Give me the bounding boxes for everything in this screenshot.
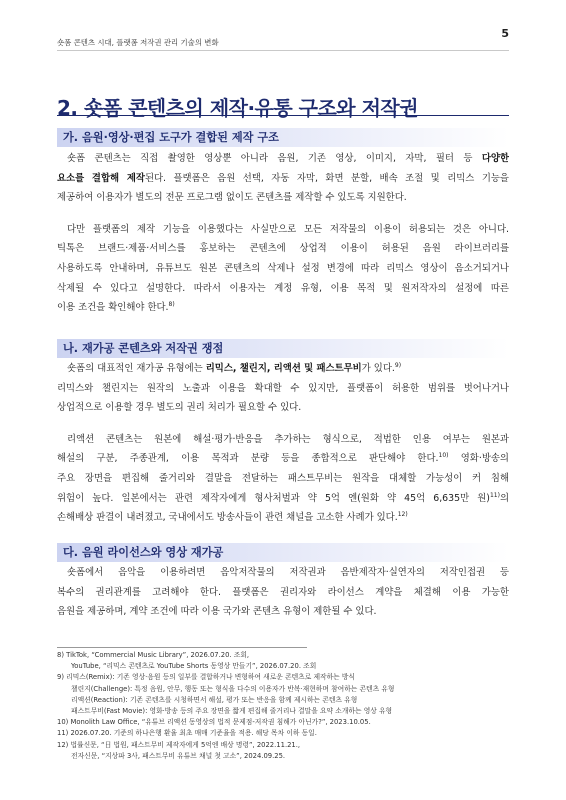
- section-heading: 다. 음원 라이선스와 영상 재가공: [57, 543, 509, 562]
- text: 다만 플랫폼의 제작 기능을 이용했다는 사실만으로 모든 저작물의 이용이 허용되는 것은 아니다.: [67, 223, 509, 235]
- paragraph: [57, 149, 509, 208]
- footnote: 11) 2026.07.20. 기준의 하나은행 환율 최초 매매 기준율을 적용. 해당 목차 이하 동일.: [57, 729, 317, 738]
- emphasis: 요소를 결합해 제작: [57, 172, 145, 184]
- text: 삭제될 수 있다고 설명한다. 따라서 이용자는 계정 유형, 이용 목적 및 원저작자의 설정에 따른: [57, 282, 509, 294]
- footnote: 패스트무비(Fast Movie): 영화·방송 등의 주요 장면을 짧게 편집해 줄거리나 결말을 요약 소개하는 영상 유형: [71, 707, 393, 716]
- section-heading: 나. 재가공 콘텐츠와 저작권 쟁점: [57, 339, 509, 358]
- footnote: 9) 리믹스(Remix): 기존 영상·음원 등의 일부를 결합하거나 변형하여 새로운 콘텐츠로 제작하는 방식: [57, 673, 355, 682]
- footnote: 챌린지(Challenge): 특정 음원, 안무, 행동 또는 형식을 다수의 이용자가 반복·재현하며 참여하는 콘텐츠 유형: [71, 684, 395, 693]
- text: 해설의 구분, 주종관계, 이용 목적과 분량 등을 종합적으로 판단해야 한다.: [57, 453, 439, 465]
- text: 제공하여 이용자가 별도의 전문 프로그램 없이도 콘텐츠를 제작할 수 있도록 지원한다.: [57, 192, 407, 204]
- paragraph: [57, 430, 509, 528]
- text: 리액션 콘텐츠는 원본에 해설·평가·반응을 추가하는 형식으로, 적법한 인용 여부는 원본과: [67, 433, 509, 445]
- footnote: YouTube, “리믹스 콘텐츠로 YouTube Shorts 동영상 만들기”, 2026.07.20. 조회: [71, 662, 317, 671]
- footnote: 10) Monolith Law Office, “유튜브 리액션 동영상의 법적 문제점-저작권 침해가 아닌가?”, 2023.10.05.: [57, 718, 371, 727]
- text: 리믹스와 챌린지는 원작의 노출과 이용을 확대할 수 있지만, 플랫폼이 허용한 범위를 벗어나거나: [57, 382, 509, 394]
- header-divider: [57, 50, 509, 51]
- text: 가 있다.: [361, 363, 395, 374]
- running-header: 숏폼 콘텐츠 시대, 플랫폼 저작권 관리 기술의 변화: [57, 38, 219, 47]
- emphasis: 리믹스, 챌린지, 리액션 및 패스트무비: [205, 363, 362, 374]
- footnote-ref[interactable]: 8): [168, 301, 175, 309]
- footnote-ref[interactable]: 12): [397, 511, 408, 519]
- footnote: 리액션(Reaction): 기존 콘텐츠를 시청하면서 해설, 평가 또는 반응을 함께 제시하는 콘텐츠 유형: [71, 695, 358, 704]
- text: 음원을 제공하며, 계약 조건에 따라 이용 국가와 콘텐츠 유형이 제한될 수 있다.: [57, 606, 377, 618]
- section-heading: 가. 음원·영상·편집 도구가 결합된 제작 구조: [57, 128, 509, 147]
- text: 이용 조건을 확인해야 한다.: [57, 302, 169, 314]
- paragraph: [57, 220, 509, 318]
- text: 주요 장면을 편집해 줄거리와 결말을 전달하는 패스트무비는 원작을 대체할 가능성이 커 침해: [57, 472, 509, 484]
- text: 숏폼에서 음악을 이용하려면 음악저작물의 저작권과 음반제작자·실연자의 저작인접권 등: [67, 567, 509, 578]
- text: 사용하도록 안내하며, 유튜브도 원본 콘텐츠의 삭제나 설정 변경에 따라 리믹스 영상이 음소거되거나: [57, 262, 509, 274]
- title-divider: [57, 115, 509, 116]
- footnote: 12) 법률신문, “日 법원, 패스트무비 제작자에게 5억엔 배상 명령”, 2022.11.21.,: [57, 740, 301, 749]
- text: 숏폼의 대표적인 재가공 유형에는: [67, 363, 206, 374]
- page-number: 5: [501, 27, 509, 40]
- text: 손해배상 판결이 내려졌고, 국내에서도 방송사들이 관련 채널을 고소한 사례가 있다.: [57, 512, 398, 524]
- text: 의: [499, 492, 509, 504]
- paragraph: [57, 563, 509, 622]
- text: 영화·방송의: [448, 453, 509, 465]
- footnote-ref[interactable]: 11): [489, 491, 500, 499]
- section-remix-issues: [57, 339, 509, 528]
- paragraph: [57, 359, 509, 418]
- footnote-ref[interactable]: 10): [438, 452, 449, 460]
- text: 상업적으로 이용할 경우 별도의 권리 처리가 필요할 수 있다.: [57, 402, 302, 414]
- footnote: 전자신문, “지상파 3사, 패스트무비 유튜브 채널 첫 고소”, 2024.09.25.: [71, 751, 286, 760]
- text: 위험이 높다. 일본에서는 관련 제작자에게 형사처벌과 약 5억 엔(원화 약 45억 6,635만 원): [57, 492, 490, 504]
- footnote: 8) TikTok, “Commercial Music Library”, 2026.07.20. 조회,: [57, 651, 250, 659]
- text: 된다. 플랫폼은 음원 선택, 자동 자막, 화면 분할, 배속 조절 및 리믹스 기능을: [144, 172, 509, 184]
- text: 틱톡은 브랜드·제품·서비스를 홍보하는 콘텐츠에 상업적 이용이 허용된 음원 라이브러리를: [57, 243, 509, 255]
- footnote-divider: [57, 647, 307, 648]
- section-production-structure: [57, 128, 509, 318]
- emphasis: 다양한: [481, 153, 509, 164]
- chapter-title: 2. 숏폼 콘텐츠의 제작·유통 구조와 저작권: [57, 96, 419, 121]
- footnotes: [57, 650, 509, 762]
- text: 숏폼 콘텐츠는 직접 촬영한 영상뿐 아니라 음원, 기존 영상, 이미지, 자막, 필터 등: [67, 153, 482, 164]
- text: 복수의 권리관계를 고려해야 한다. 플랫폼은 권리자와 라이선스 계약을 체결해 이용 가능한: [57, 586, 509, 598]
- section-music-license: [57, 543, 509, 622]
- footnote-ref[interactable]: 9): [394, 361, 402, 369]
